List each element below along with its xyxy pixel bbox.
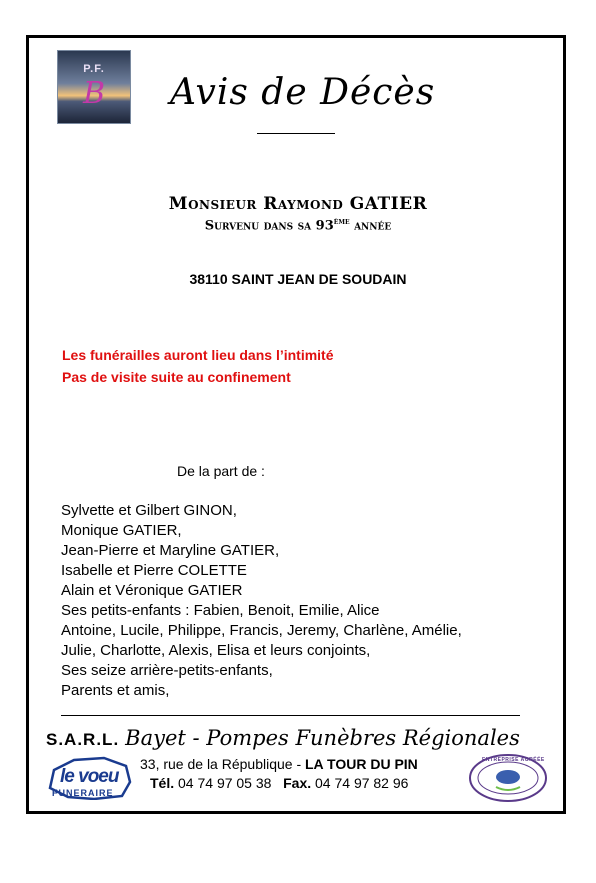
approved-company-seal: ENTREPRISE AGRÉÉE [468,753,548,803]
deceased-age: Survenu dans sa 93ème année [204,216,392,234]
family-list [61,501,462,701]
logo-letter: B [82,76,106,111]
company-prefix: S.A.R.L. [46,730,120,749]
deceased-town: 38110 SAINT JEAN DE SOUDAIN [189,271,407,287]
family-line: Monique GATIER, [61,522,182,539]
family-line: Parents et amis, [61,682,170,699]
family-line: Antoine, Lucile, Philippe, Francis, Jeremy, Charlène, Amélie, [61,622,462,639]
family-line: Jean-Pierre et Maryline GATIER, [61,542,280,559]
company-address: 33, rue de la République - LA TOUR DU PIN [140,756,418,772]
deceased-name: Monsieur Raymond GATIER [168,194,428,214]
funeral-notice: Les funérailles auront lieu dans l’intimité [62,347,334,363]
le-voeu-funeraire-logo: le voeu FUNERAIRE [44,756,134,800]
family-line: Sylvette et Gilbert GINON, [61,502,237,519]
company-name [46,726,520,750]
family-line: Ses petits-enfants : Fabien, Benoit, Emilie, Alice [61,602,380,619]
from-label: De la part de : [177,463,265,479]
logo-initials: P.F. [83,63,105,75]
family-line: Julie, Charlotte, Alexis, Elisa et leurs conjoints, [61,642,371,659]
company-logo [57,50,131,124]
family-line: Isabelle et Pierre COLETTE [61,562,247,579]
visit-notice: Pas de visite suite au confinement [62,369,291,385]
company-phone-fax: Tél. 04 74 97 05 38 Fax. 04 74 97 82 96 [150,775,409,791]
family-line: Ses seize arrière-petits-enfants, [61,662,273,679]
family-line: Alain et Véronique GATIER [61,582,243,599]
page-title: Avis de Décès [170,72,436,113]
title-divider [257,133,335,134]
company-script-name: Bayet - Pompes Funèbres Régionales [125,726,520,750]
footer-divider [61,715,520,716]
